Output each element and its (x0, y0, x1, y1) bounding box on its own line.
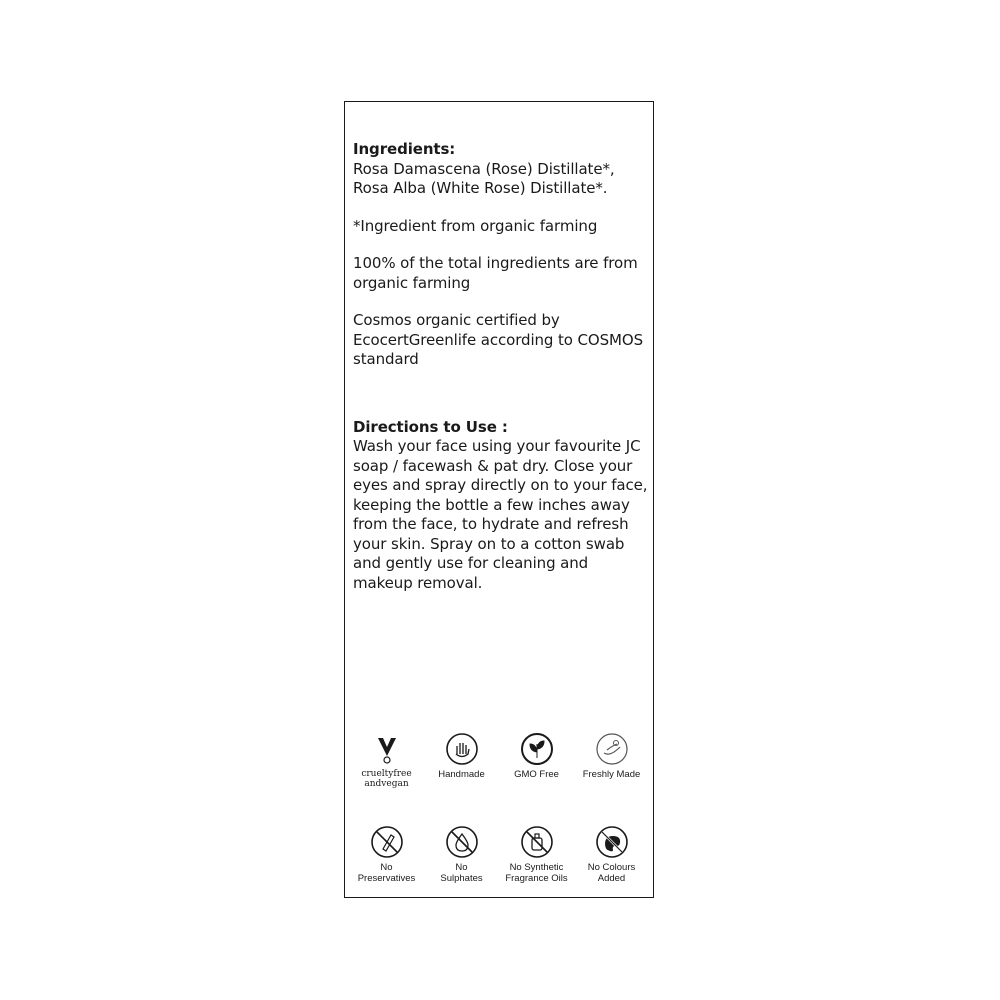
badge-gmo-free (500, 732, 574, 789)
organic-footnote: *Ingredient from organic farming (353, 216, 598, 235)
badge-handmade (425, 732, 499, 789)
no-colours-icon (595, 825, 629, 859)
badge-freshly-made (575, 732, 649, 789)
freshly-made-icon (595, 732, 629, 766)
no-synthetic-fragrance-icon (520, 825, 554, 859)
badge-cruelty-free (350, 732, 424, 789)
badge-no-preservatives (350, 825, 424, 884)
badge-label: No Sulphates (440, 862, 483, 884)
organic-percent-note: 100% of the total ingredients are from organic farming (353, 254, 638, 292)
ingredients-list: Rosa Damascena (Rose) Distillate*, Rosa Alba (White Rose) Distillate*. (353, 159, 615, 197)
badge-row (345, 825, 653, 884)
badge-no-synthetic-fragrance (500, 825, 574, 884)
badge-label: Handmade (438, 769, 485, 780)
ingredients-panel (344, 101, 654, 898)
badge-label: GMO Free (514, 769, 559, 780)
badge-no-sulphates (425, 825, 499, 884)
badge-grid (345, 732, 653, 884)
badge-no-colours (575, 825, 649, 884)
badge-row (345, 732, 653, 789)
cruelty-free-vegan-icon (370, 732, 404, 766)
handmade-icon (445, 732, 479, 766)
certification-note: Cosmos organic certified by EcocertGreenlife according to COSMOS standard (353, 311, 644, 368)
badge-label: crueltyfree andvegan (361, 769, 412, 789)
ingredients-heading: Ingredients: (353, 140, 456, 158)
badge-label: No Colours Added (587, 862, 636, 884)
no-preservatives-icon (370, 825, 404, 859)
badge-label: No Preservatives (357, 862, 416, 884)
label-text (353, 140, 649, 611)
directions-text: Wash your face using your favourite JC soap / facewash & pat dry. Close your eyes and spray directly on to your face, keeping the bottle a few inches away from the face, to hydrate and refresh your skin. Spray on to a cotton swab and gently use for cleaning and makeup removal. (353, 437, 648, 592)
badge-label: No Synthetic Fragrance Oils (505, 862, 568, 884)
gmo-free-icon (520, 732, 554, 766)
badge-label: Freshly Made (582, 769, 641, 780)
directions-heading: Directions to Use : (353, 417, 508, 436)
no-sulphates-icon (445, 825, 479, 859)
